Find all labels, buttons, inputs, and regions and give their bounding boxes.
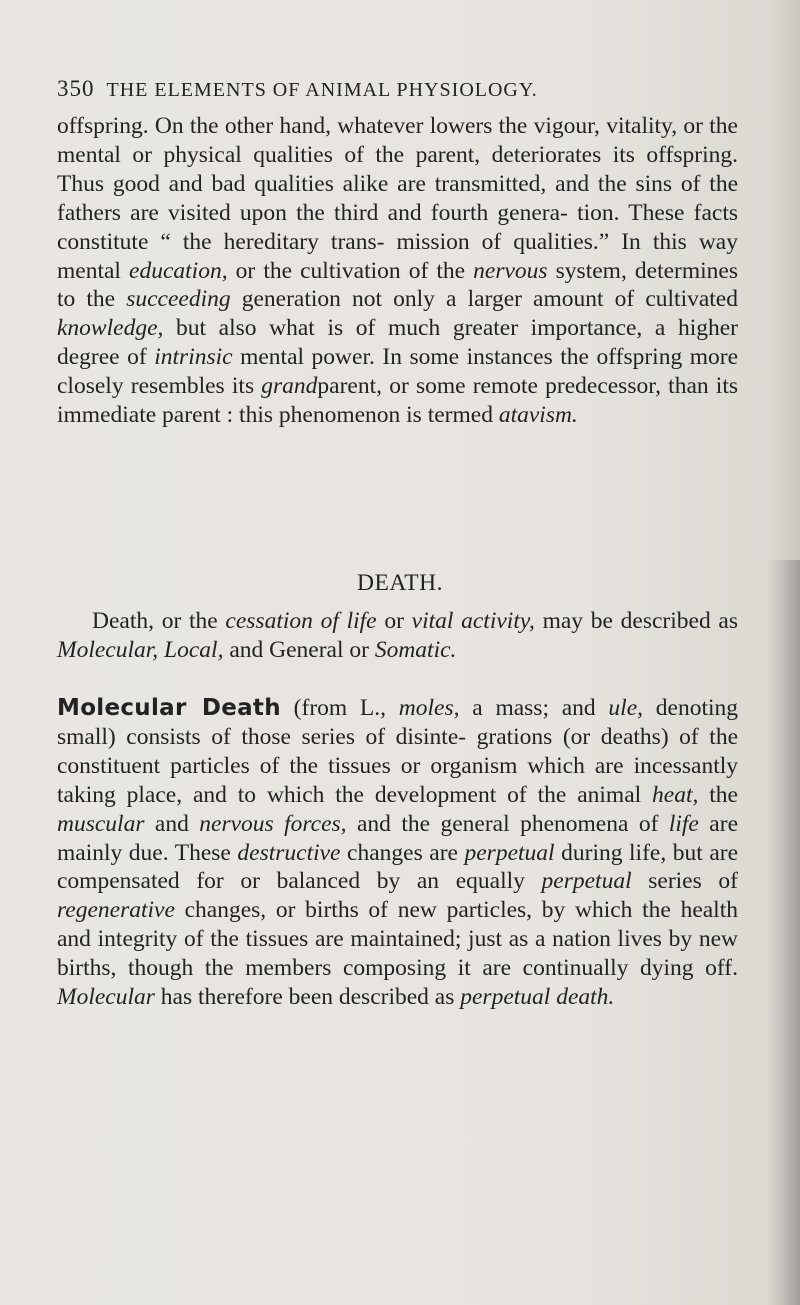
page-edge-shadow xyxy=(766,560,800,1305)
italic-run: atavism. xyxy=(498,402,578,429)
italic-run: succeeding xyxy=(126,286,231,313)
italic-run: perpetual death. xyxy=(460,984,615,1011)
paragraph-death-definition xyxy=(57,607,738,665)
paragraph-molecular-death xyxy=(57,694,738,1012)
italic-run: cessation of life xyxy=(225,608,377,634)
italic-run: nervous xyxy=(473,257,548,284)
running-title: THE ELEMENTS OF ANIMAL PHYSIOLOGY. xyxy=(106,79,538,101)
text-run: or the cultivation of the xyxy=(227,257,474,284)
italic-run: heat, xyxy=(652,781,699,808)
italic-run: Molecular xyxy=(57,984,155,1011)
text-run: during life, but are compensated for or balanced by an equally xyxy=(57,839,739,895)
italic-run: ule, xyxy=(608,695,644,721)
paragraph-heredity xyxy=(57,112,738,430)
italic-run: perpetual xyxy=(541,868,632,895)
text-run: series of xyxy=(631,868,738,895)
page-number: 350 xyxy=(57,76,95,101)
text-run: the xyxy=(698,781,738,808)
text-run: Death, or the xyxy=(92,608,226,634)
text-run: changes, or births of new particles, by which the health and integrity of the tissues are maintained; just as a nation lives by new births, though the members composing it are continually dying off. xyxy=(57,897,738,982)
text-run: system, determines to the xyxy=(57,257,738,313)
italic-run: perpetual xyxy=(464,839,555,866)
text-run: denoting small) consists of those series of disinte- grations (or deaths) of the constituent particles of the tissues or organism which are incessantly taking place, and to which the development of the animal xyxy=(57,695,739,808)
text-run: has therefore been described as xyxy=(154,984,461,1011)
text-run: changes are xyxy=(340,839,465,866)
text-run: and xyxy=(144,810,200,837)
text-run: but also what is of much greater importance, a higher degree of xyxy=(57,315,738,371)
italic-run: intrinsic xyxy=(154,344,233,371)
text-run: may be described as xyxy=(534,608,738,634)
italic-run: destructive xyxy=(237,839,341,866)
section-heading: DEATH. xyxy=(357,570,443,596)
italic-run: education, xyxy=(129,257,228,284)
text-run: and the general phenomena of xyxy=(346,810,669,837)
run-in-heading: Molecular Death xyxy=(57,695,281,721)
text-run: offspring. On the other hand, whatever lowers the vigour, vitality, or the mental or physical qualities of the parent, deteriorates its offspring. Thus good and bad qualities alike are transmitted, and the sins of the fathers are visited upon the third and fourth genera- tion. These facts constitute “ the hereditary trans- mission of qualities.” In this way mental xyxy=(57,113,738,284)
text-run: or xyxy=(376,608,412,634)
text-run: (from L., xyxy=(280,695,399,721)
italic-run: knowledge, xyxy=(57,315,164,342)
text-run: are mainly due. These xyxy=(57,810,738,866)
italic-run: Somatic. xyxy=(374,636,457,663)
text-run: generation not only a larger amount of cultivated xyxy=(230,286,738,313)
italic-run: life xyxy=(668,810,699,837)
italic-run: moles, xyxy=(398,695,460,721)
text-run: and General or xyxy=(223,636,375,663)
text-run: a mass; and xyxy=(459,695,609,721)
running-head xyxy=(57,76,538,102)
italic-run: vital activity, xyxy=(411,608,535,634)
italic-run: grand xyxy=(261,373,318,400)
italic-run: nervous forces, xyxy=(199,810,347,837)
text-run: mental power. In some instances the offspring more closely resembles its xyxy=(57,344,738,400)
italic-run: muscular xyxy=(57,810,145,837)
text-run: parent, or some remote predecessor, than its immediate parent : this phenomenon is termed xyxy=(57,373,739,429)
italic-run: Molecular, Local, xyxy=(57,636,224,663)
italic-run: regenerative xyxy=(57,897,175,924)
